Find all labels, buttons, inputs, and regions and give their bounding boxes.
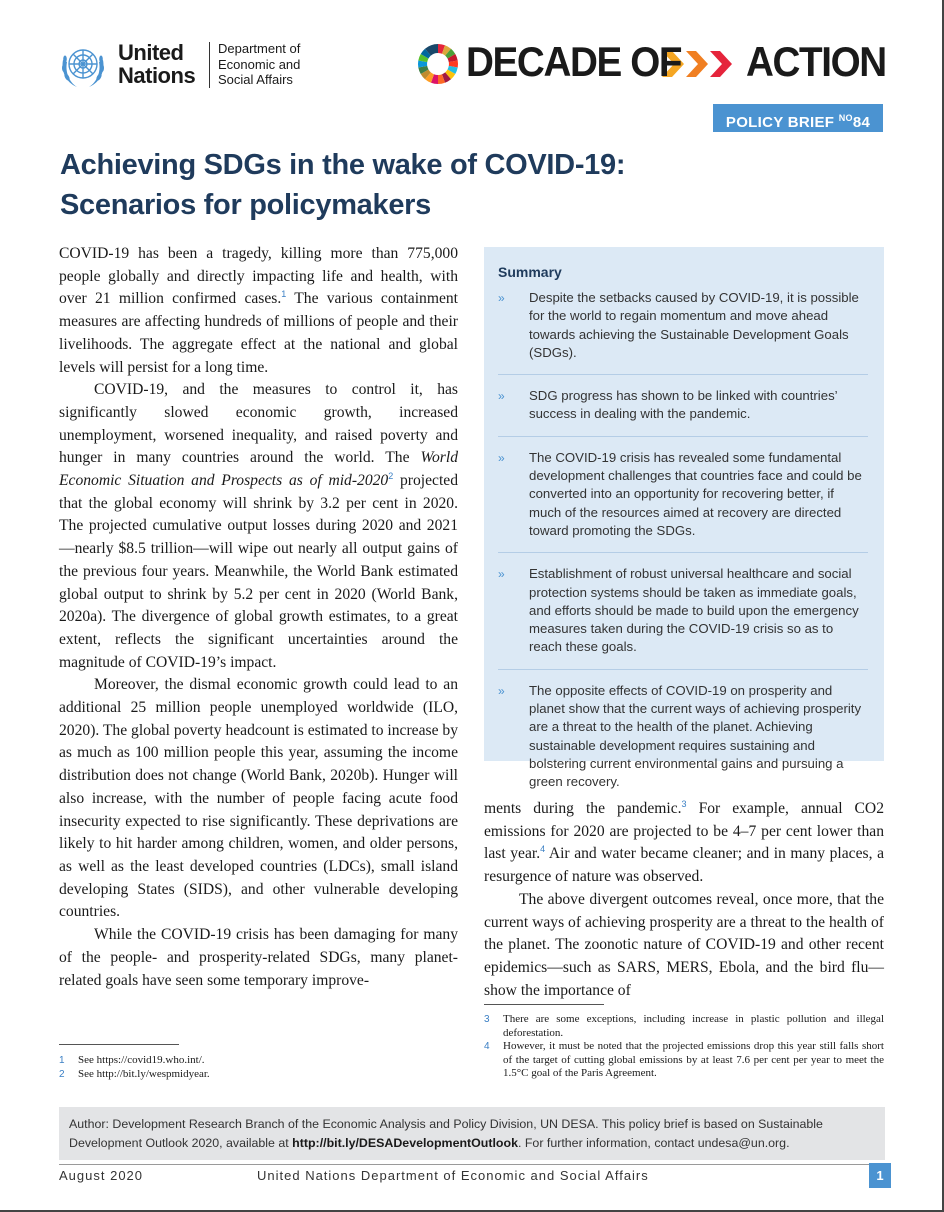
un-wordmark-line2: Nations bbox=[118, 63, 196, 88]
summary-item-text: The opposite effects of COVID-19 on prosperity and planet show that the current ways of achieving prosperity are a threat to the health of the planet. Achieving sustainable development requires sustaining and bolstering current environmental gains and pursuing a green recovery. bbox=[529, 682, 862, 790]
summary-item bbox=[498, 449, 868, 540]
author-box bbox=[59, 1107, 885, 1160]
summary-heading: Summary bbox=[498, 264, 562, 280]
footnote-number: 1 bbox=[59, 1055, 65, 1066]
body-paragraph bbox=[59, 379, 458, 674]
footnote-rule bbox=[59, 1044, 179, 1045]
summary-divider bbox=[498, 552, 868, 553]
summary-item-text: SDG progress has shown to be linked with countries’ success in dealing with the pandemic. bbox=[529, 388, 838, 422]
footnote-number: 4 bbox=[484, 1041, 490, 1053]
footnote-number: 2 bbox=[59, 1068, 65, 1080]
body-paragraph: The above divergent outcomes reveal, once more, that the current ways of achieving prosperity are a threat to the health of the planet. The zoonotic nature of COVID-19 and other recent epidemics—such as SARS, MERS, Ebola, and the bird flu—show the importance of bbox=[484, 890, 884, 999]
page-number: 1 bbox=[869, 1163, 891, 1188]
body-paragraph: While the COVID-19 crisis has been damaging for many of the people- and prosperity-related SDGs, many planet-related goals have seen some temporary improve- bbox=[59, 926, 458, 989]
footnote-number: 3 bbox=[484, 1014, 490, 1025]
summary-item bbox=[498, 682, 868, 792]
desa-line3: Social Affairs bbox=[218, 72, 293, 87]
footnote-rule bbox=[484, 1004, 604, 1005]
decade-of-text: DECADE OF bbox=[466, 38, 682, 85]
body-text: COVID-19, and the measures to control it, has significantly slowed economic growth, increased unemployment, worsened inequality, and raised poverty and hunger in many countries around the world. The bbox=[59, 381, 458, 467]
footnote-text: There are some exceptions, including increase in plastic pollution and illegal deforestation. bbox=[503, 1013, 884, 1039]
footnotes-left bbox=[59, 1054, 359, 1081]
body-text: For example, annual CO2 emissions for 2020 are projected to be 4–7 per cent lower than last year. bbox=[484, 800, 884, 863]
summary-item bbox=[498, 565, 868, 656]
bullet-chevron-icon: » bbox=[498, 567, 505, 582]
summary-box bbox=[484, 247, 884, 790]
bullet-chevron-icon: » bbox=[498, 683, 505, 698]
footer-organization: United Nations Department of Economic and Social Affairs bbox=[257, 1168, 649, 1183]
footnote-item bbox=[59, 1054, 359, 1068]
logo-divider bbox=[209, 42, 210, 88]
body-text: The various containment measures are affecting hundreds of millions of people and their livelihoods. The aggregate effect at the national and global levels will persist for a long time. bbox=[59, 290, 458, 376]
footnote-item bbox=[484, 1013, 884, 1040]
body-paragraph bbox=[484, 798, 884, 889]
footnote-text: However, it must be noted that the projected emissions drop this year still falls short of the target of cutting global emissions by at least 7.6 per cent per year to meet the 1.5°C goal of the Paris Agreement. bbox=[503, 1040, 884, 1080]
body-column-left bbox=[59, 243, 458, 992]
body-text: Air and water became cleaner; and in many places, a resurgence of nature was observed. bbox=[484, 845, 884, 886]
author-text-part: Author: Development Research Branch of the Economic Analysis and Policy Division, UN DESA. This policy brief is based on Sustainable Development Outlook 2020, available at bbox=[69, 1117, 823, 1150]
un-emblem-icon bbox=[57, 40, 109, 92]
policy-brief-no: NO bbox=[838, 113, 853, 123]
un-wordmark-line1: United bbox=[118, 40, 184, 65]
summary-item-text: Despite the setbacks caused by COVID-19, it is possible for the world to regain momentum and move ahead towards achieving the Sustainable Development Goals (SDGs). bbox=[529, 290, 859, 360]
footnote-text[interactable]: See http://bit.ly/wespmidyear. bbox=[78, 1067, 210, 1080]
summary-divider bbox=[498, 374, 868, 375]
sdg-wheel-icon bbox=[418, 44, 458, 84]
footer-rule bbox=[59, 1164, 885, 1165]
summary-item bbox=[498, 289, 868, 362]
footer-date: August 2020 bbox=[59, 1168, 144, 1183]
summary-list bbox=[498, 289, 868, 792]
page-title bbox=[60, 145, 880, 225]
footnote-ref[interactable]: 3 bbox=[681, 799, 687, 809]
body-paragraph: Moreover, the dismal economic growth could lead to an additional 25 million people unemployed worldwide (ILO, 2020). The global poverty headcount is estimated to increase by as much as 100 million people this year, assuming the income distribution does not change (World Bank, 2020b). Hunger will also increase, with the number of people facing acute food insecurity expected to rise significantly. These deprivations are likely to hit harder among children, women, and older persons, as well as the least developed countries (LDCs), small island developing States (SIDS), and other vulnerable developing countries. bbox=[59, 676, 458, 921]
title-line1: Achieving SDGs in the wake of COVID-19: bbox=[60, 149, 626, 181]
bullet-chevron-icon: » bbox=[498, 450, 505, 465]
desa-line2: Economic and bbox=[218, 56, 301, 72]
outlook-link[interactable]: http://bit.ly/DESADevelopmentOutlook bbox=[292, 1135, 518, 1150]
footnote-item bbox=[59, 1068, 359, 1082]
bullet-chevron-icon: » bbox=[498, 389, 505, 404]
footnotes-right bbox=[484, 1013, 884, 1081]
body-text: projected that the global economy will shrink by 3.2 per cent in 2020. The projected cumulative output losses during 2020 and 2021—nearly $8.5 trillion—will wipe out nearly all output gains of the previous four years. Meanwhile, the World Bank estimated global output to shrink by 5.2 per cent in 2020 (World Bank, 2020a). The divergence of global growth estimates, to a great extent, reflects the significant uncertainties around the magnitude of COVID-19’s impact. bbox=[59, 472, 458, 671]
summary-item-text: The COVID-19 crisis has revealed some fundamental development challenges that countries face and could be converted into an opportunity for recovering better, if much of the resources aimed at recovery are directed toward promoting the SDGs. bbox=[529, 449, 862, 538]
footnote-ref[interactable]: 4 bbox=[540, 844, 546, 855]
action-text: ACTION bbox=[746, 38, 886, 85]
un-wordmark bbox=[118, 41, 195, 87]
footnote-ref[interactable]: 2 bbox=[388, 471, 394, 482]
footnote-text[interactable]: See https://covid19.who.int/. bbox=[78, 1054, 205, 1066]
body-text: COVID-19 has been a tragedy, killing more than 775,000 people globally and directly impacting life and health, with over 21 million confirmed cases. bbox=[59, 245, 458, 308]
author-text bbox=[69, 1115, 879, 1152]
policy-brief-label: POLICY BRIEF bbox=[725, 114, 839, 131]
body-text: ments during the pandemic. bbox=[484, 800, 682, 817]
policy-brief-badge bbox=[713, 104, 883, 132]
publication-title: World Economic Situation and Prospects as of mid-2020 bbox=[59, 449, 458, 490]
bullet-chevron-icon: » bbox=[498, 291, 505, 305]
body-paragraph bbox=[59, 243, 458, 379]
summary-item bbox=[498, 387, 868, 424]
footnote-item bbox=[484, 1040, 884, 1081]
title-line2: Scenarios for policymakers bbox=[60, 189, 431, 221]
summary-item-text: Establishment of robust universal healthcare and social protection systems should be taken as immediate goals, and efforts should be made to build upon the emergency measures taken during the COVID-19 crisis so as to reach these goals. bbox=[529, 566, 859, 655]
body-column-right bbox=[484, 798, 884, 1002]
policy-brief-number: 84 bbox=[852, 114, 871, 131]
summary-divider bbox=[498, 436, 868, 437]
desa-wordmark bbox=[218, 41, 300, 88]
summary-divider bbox=[498, 669, 868, 670]
author-text-part: . For further information, contact undesa@un.org. bbox=[517, 1135, 790, 1150]
footnote-ref[interactable]: 1 bbox=[281, 289, 287, 300]
desa-line1: Department of bbox=[218, 41, 301, 56]
